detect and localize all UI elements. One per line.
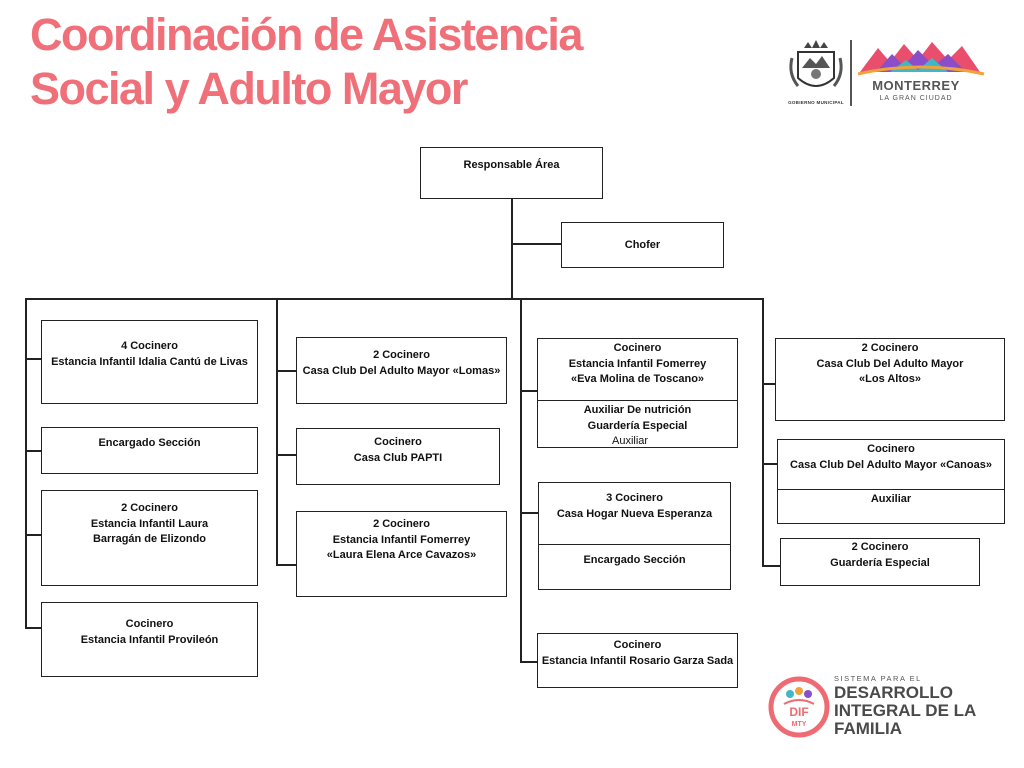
node-label: Encargado Sección: [583, 554, 686, 566]
org-node-nueva-esperanza: [538, 482, 731, 546]
node-place: Casa Hogar Nueva Esperanza: [556, 507, 713, 520]
connector: [520, 512, 538, 514]
connector: [762, 565, 780, 567]
node-role: 2 Cocinero: [373, 518, 430, 530]
node-label: Chofer: [624, 239, 661, 251]
org-node-laura-barragan: [41, 490, 258, 586]
connector: [520, 298, 522, 662]
org-node-auxiliar: [777, 489, 1005, 524]
logo-divider: [850, 40, 852, 106]
org-node-auxiliar-nutricion: [537, 400, 738, 448]
node-place: Casa Club Del Adulto Mayor: [816, 357, 964, 370]
org-node-laura-arce: [296, 511, 507, 597]
node-place: Estancia Infantil Fomerrey: [332, 533, 471, 546]
node-role: Auxiliar De nutrición: [583, 404, 692, 416]
node-place: Estancia Infantil Rosario Garza Sada: [541, 654, 734, 667]
connector: [276, 298, 278, 565]
node-role: Cocinero: [374, 436, 422, 448]
node-label: Responsable Área: [463, 159, 560, 171]
org-node-los-altos: [775, 338, 1005, 421]
node-place: «Laura Elena Arce Cavazos»: [326, 549, 477, 561]
org-node-idalia: [41, 320, 258, 404]
connector: [25, 358, 41, 360]
org-node-responsable: [420, 147, 603, 199]
connector: [25, 534, 41, 536]
connector: [511, 243, 561, 245]
dif-badge-icon: [768, 674, 830, 740]
dif-badge-sub: MTY: [791, 721, 807, 728]
connector: [276, 454, 296, 456]
connector: [25, 450, 41, 452]
org-node-encargado-1: [41, 427, 258, 474]
org-node-canoas: [777, 439, 1005, 491]
org-node-encargado-2: [538, 544, 731, 590]
connector: [25, 298, 762, 300]
node-place: Casa Club Del Adulto Mayor «Canoas»: [790, 458, 992, 471]
connector: [762, 383, 775, 385]
node-role: 2 Cocinero: [121, 502, 178, 514]
org-node-papti: [296, 428, 500, 485]
connector: [520, 390, 537, 392]
connector: [276, 370, 296, 372]
node-place: «Eva Molina de Toscano»: [570, 373, 705, 385]
node-place: Estancia Infantil Idalia Cantú de Livas: [51, 355, 248, 368]
monterrey-tagline: LA GRAN CIUDAD: [879, 95, 953, 102]
node-role: Cocinero: [867, 443, 915, 455]
dif-small-caption: SISTEMA PARA EL: [834, 674, 922, 683]
dif-name-line: INTEGRAL DE LA: [834, 701, 977, 720]
org-node-lomas: [296, 337, 507, 404]
connector: [762, 463, 777, 465]
dif-name-line: DESARROLLO: [834, 683, 953, 702]
node-place: «Los Altos»: [859, 373, 921, 385]
node-role: Auxiliar: [612, 435, 649, 447]
org-node-chofer: [561, 222, 724, 268]
title-line-1: Coordinación de Asistencia: [30, 9, 582, 60]
municipal-caption: GOBIERNO MUNICIPAL: [788, 100, 844, 105]
org-node-provileon: [41, 602, 258, 677]
monterrey-logo: [856, 38, 986, 108]
node-place: Guardería Especial: [587, 419, 688, 432]
org-node-eva-molina: [537, 338, 738, 402]
dif-logo: [768, 672, 988, 742]
connector: [25, 298, 27, 628]
dif-badge-text: DIF: [789, 705, 809, 719]
municipal-crest-logo: [786, 38, 846, 108]
node-role: 2 Cocinero: [373, 349, 430, 361]
org-node-rosario: [537, 633, 738, 688]
connector: [276, 564, 296, 566]
connector: [762, 298, 764, 566]
node-place: Estancia Infantil Laura: [90, 517, 209, 530]
node-place: Estancia Infantil Fomerrey: [568, 357, 707, 370]
node-role: 4 Cocinero: [121, 340, 178, 352]
node-label: Auxiliar: [870, 493, 912, 505]
dif-name-line: FAMILIA: [834, 719, 902, 738]
page-title: [30, 8, 582, 116]
node-role: 2 Cocinero: [851, 541, 909, 553]
node-role: Cocinero: [613, 639, 662, 651]
title-line-2: Social y Adulto Mayor: [30, 63, 467, 114]
org-node-guarderia: [780, 538, 980, 586]
node-role: 2 Cocinero: [861, 342, 919, 354]
node-label: Encargado Sección: [98, 437, 201, 449]
node-role: Cocinero: [125, 618, 174, 630]
node-place: Barragán de Elizondo: [92, 533, 207, 545]
connector: [520, 661, 537, 663]
node-place: Guardería Especial: [830, 556, 930, 569]
connector: [25, 627, 41, 629]
node-role: Cocinero: [613, 342, 662, 354]
node-role: 3 Cocinero: [606, 492, 663, 504]
dif-name: [834, 684, 976, 738]
node-place: Casa Club PAPTI: [353, 451, 443, 464]
node-place: Estancia Infantil Provileón: [80, 633, 219, 646]
monterrey-name: MONTERREY: [872, 78, 960, 93]
node-place: Casa Club Del Adulto Mayor «Lomas»: [302, 364, 501, 377]
connector: [511, 198, 513, 300]
